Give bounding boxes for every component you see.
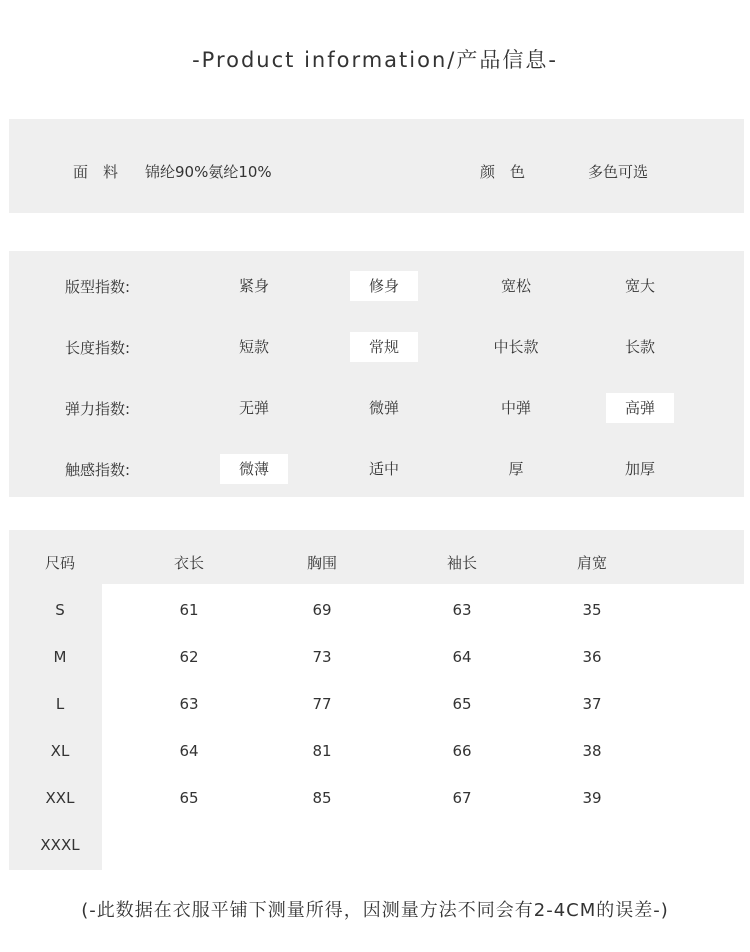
index-option: 微弹 xyxy=(368,399,399,417)
index-option: 中长款 xyxy=(493,338,539,356)
table-cell: 85 xyxy=(312,789,332,807)
table-cell: 81 xyxy=(312,742,332,760)
table-cell: 67 xyxy=(452,789,472,807)
table-cell: 66 xyxy=(452,742,472,760)
table-cell: 63 xyxy=(179,695,199,713)
indices-panel xyxy=(9,251,744,497)
index-label: 长度指数: xyxy=(65,339,131,357)
index-option-selected: 常规 xyxy=(350,332,418,362)
size-table xyxy=(9,530,744,870)
column-header: 尺码 xyxy=(44,554,75,572)
index-option: 宽大 xyxy=(624,277,655,295)
size-label: L xyxy=(55,695,65,713)
table-cell: 65 xyxy=(179,789,199,807)
size-column xyxy=(9,584,102,870)
measurement-note: (-此数据在衣服平铺下测量所得，因测量方法不同会有2-4CM的误差-) xyxy=(81,900,669,921)
index-label: 触感指数: xyxy=(65,461,131,479)
size-label: XL xyxy=(50,742,70,760)
material-label: 面 料 xyxy=(73,163,119,181)
table-cell: 35 xyxy=(582,601,602,619)
index-label: 版型指数: xyxy=(65,278,131,296)
index-option: 中弹 xyxy=(500,399,531,417)
color-value: 多色可选 xyxy=(588,163,649,181)
basic-info-panel xyxy=(9,119,744,213)
index-option: 宽松 xyxy=(500,277,531,295)
index-option-selected: 高弹 xyxy=(606,393,674,423)
column-header: 胸围 xyxy=(306,554,337,572)
size-label: XXXL xyxy=(40,836,80,854)
size-label: M xyxy=(53,648,67,666)
index-option-selected: 微薄 xyxy=(220,454,288,484)
page-title: -Product information/产品信息- xyxy=(192,48,558,72)
table-cell: 64 xyxy=(452,648,472,666)
table-cell: 38 xyxy=(582,742,602,760)
size-label: XXL xyxy=(45,789,75,807)
column-header: 衣长 xyxy=(173,554,204,572)
index-option-selected: 修身 xyxy=(350,271,418,301)
table-cell: 77 xyxy=(312,695,332,713)
table-cell: 36 xyxy=(582,648,602,666)
table-cell: 73 xyxy=(312,648,332,666)
index-option: 无弹 xyxy=(238,399,269,417)
size-label: S xyxy=(55,601,65,619)
table-cell: 65 xyxy=(452,695,472,713)
table-cell: 37 xyxy=(582,695,602,713)
table-cell: 63 xyxy=(452,601,472,619)
index-option: 紧身 xyxy=(238,277,269,295)
column-header: 袖长 xyxy=(446,554,477,572)
column-header: 肩宽 xyxy=(576,554,607,572)
table-cell: 62 xyxy=(179,648,199,666)
material-value: 锦纶90%氨纶10% xyxy=(145,163,272,181)
table-cell: 69 xyxy=(312,601,332,619)
table-cell: 61 xyxy=(179,601,199,619)
index-option: 长款 xyxy=(624,338,655,356)
index-option: 加厚 xyxy=(624,460,655,478)
index-option: 短款 xyxy=(238,338,269,356)
index-option: 适中 xyxy=(368,460,399,478)
table-cell: 39 xyxy=(582,789,602,807)
table-cell: 64 xyxy=(179,742,199,760)
color-label: 颜 色 xyxy=(480,163,526,181)
index-option: 厚 xyxy=(508,460,524,478)
index-label: 弹力指数: xyxy=(65,400,131,418)
